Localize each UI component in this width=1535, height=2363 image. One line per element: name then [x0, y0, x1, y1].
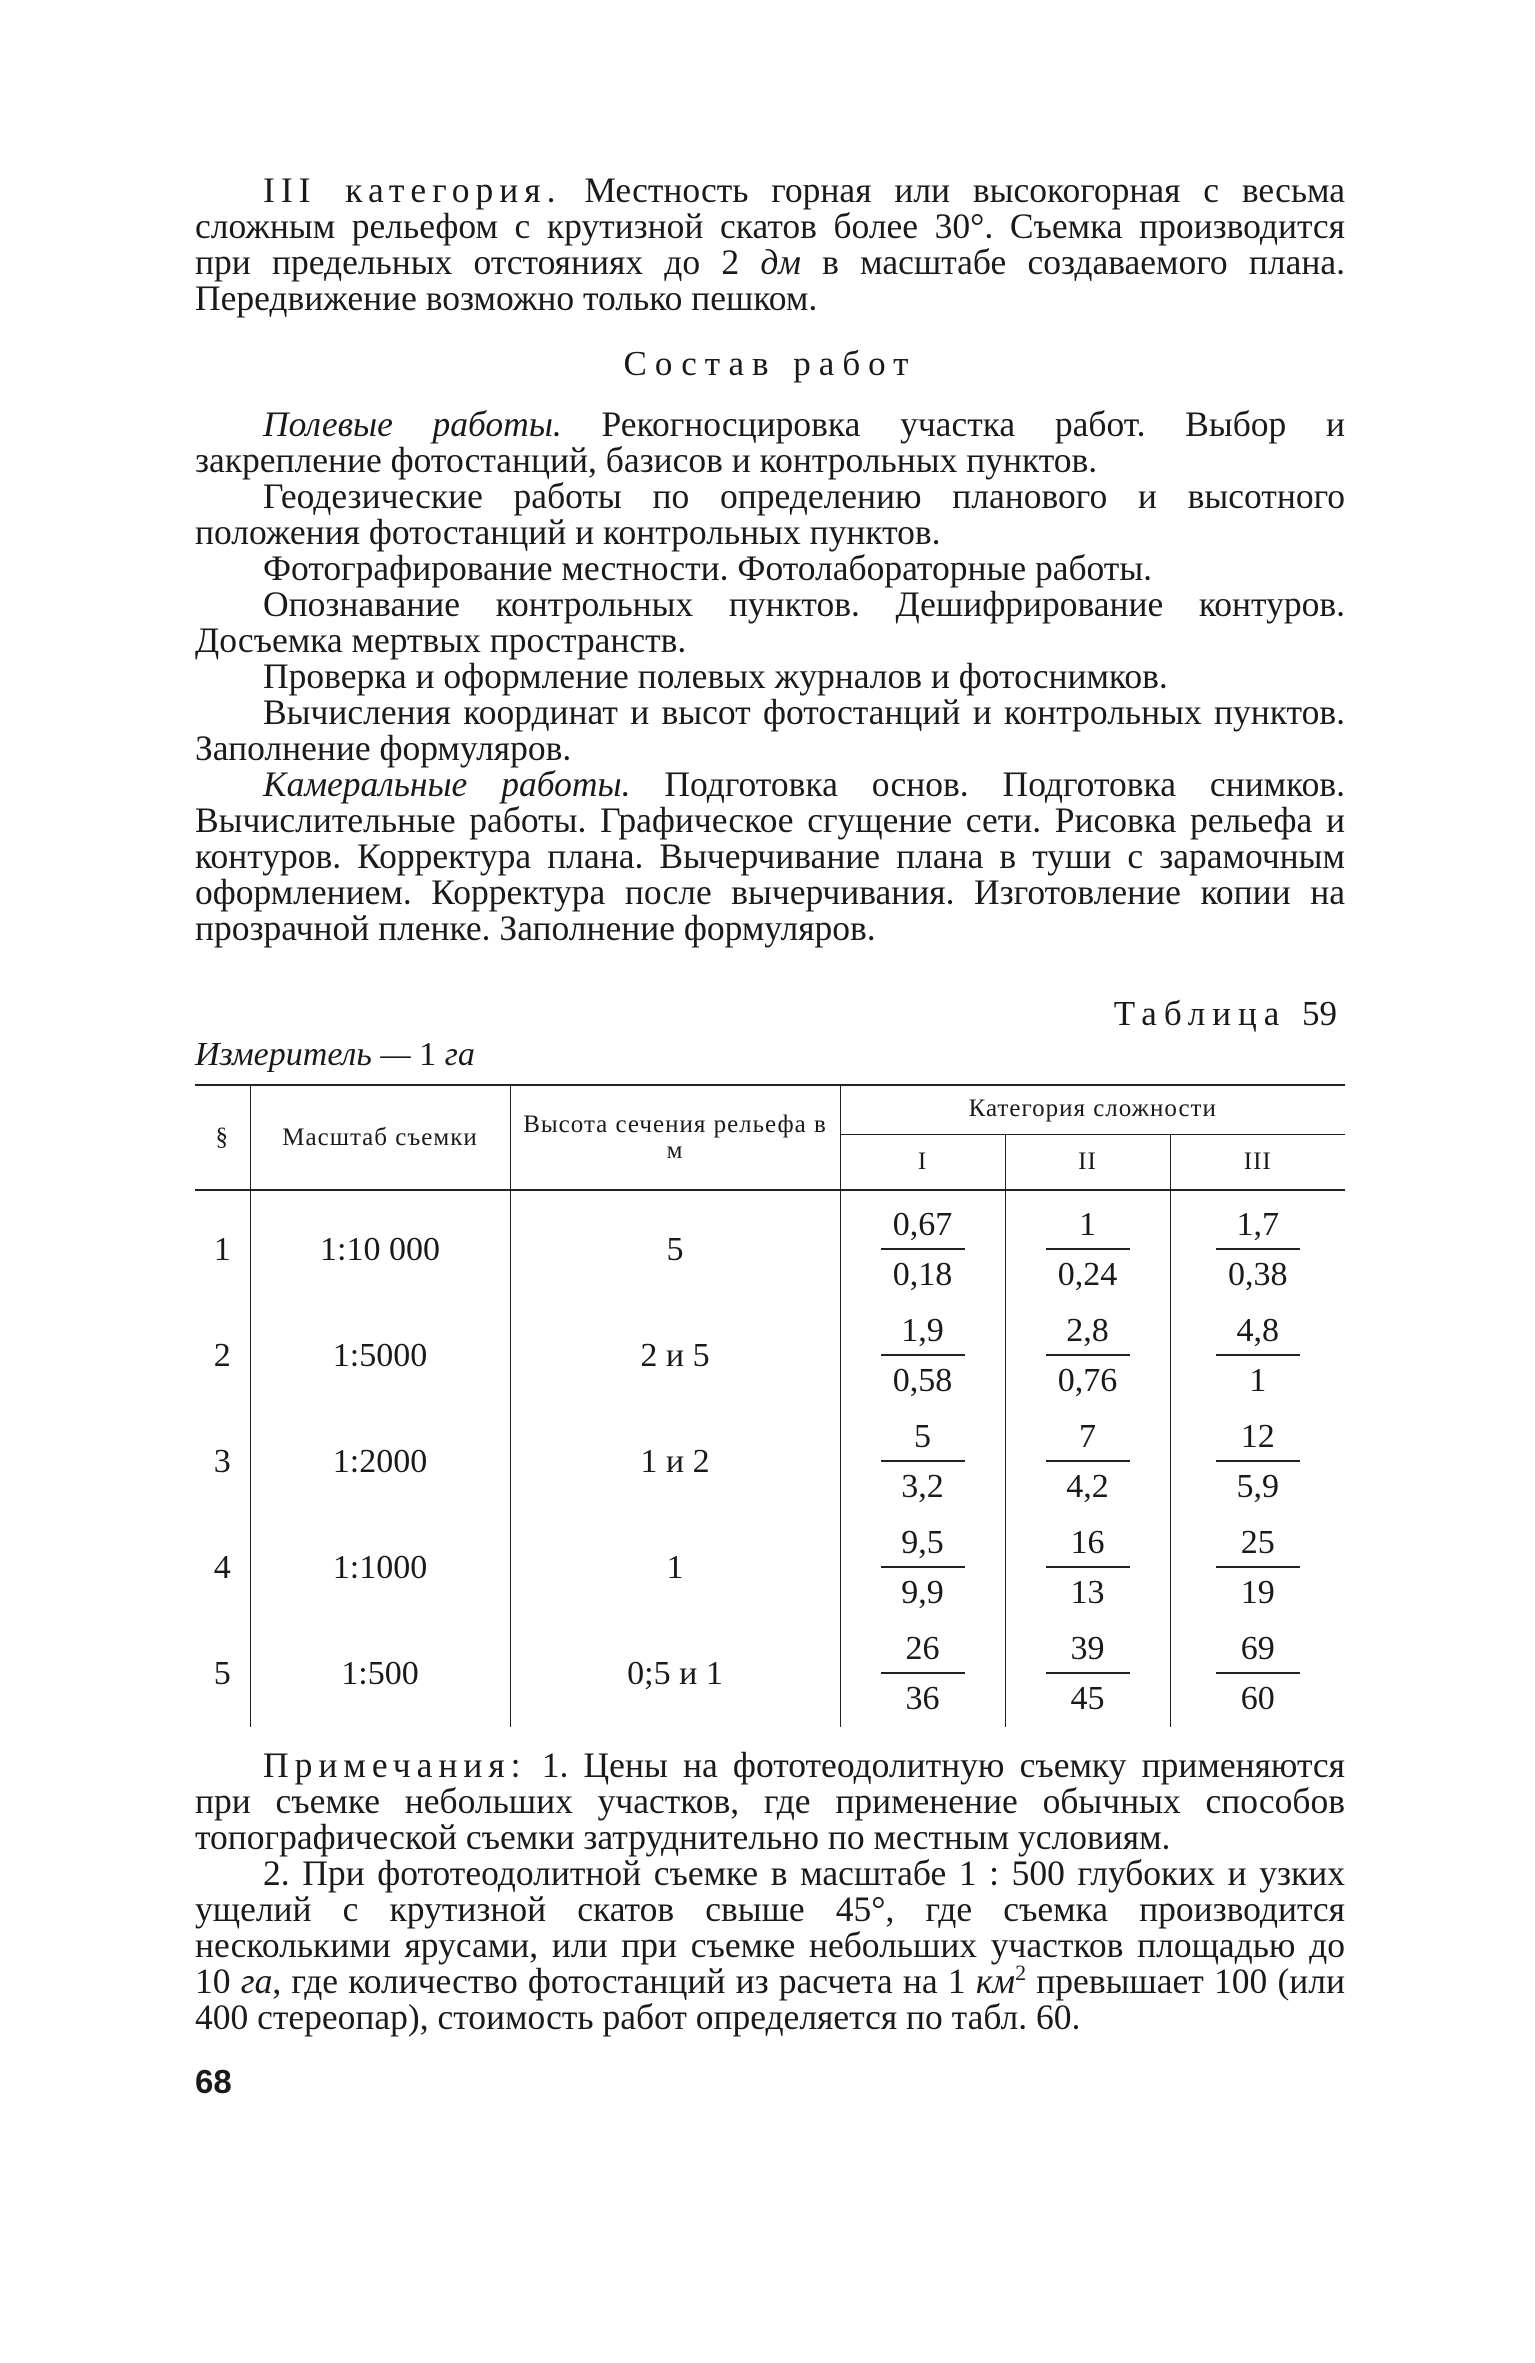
notes-label: Примечания: [263, 1745, 527, 1785]
price-denominator: 0,58 [892, 1362, 953, 1399]
price-fraction [1216, 1312, 1300, 1400]
price-cell [1170, 1515, 1345, 1621]
row-height: 5 [510, 1190, 840, 1303]
field-works-paragraph: Полевые работы. Рекогносцировка участка работ. Выбор и закрепление фотостанций, базисов и контрольных пунктов. [195, 404, 1345, 480]
table-row [195, 1190, 1345, 1303]
price-fraction [1216, 1630, 1300, 1718]
table-caption [195, 994, 1345, 1074]
price-numerator: 16 [1046, 1524, 1130, 1568]
price-denominator: 13 [1070, 1574, 1105, 1611]
price-fraction [881, 1524, 965, 1612]
row-number: 3 [213, 1443, 231, 1480]
price-fraction [1046, 1524, 1130, 1612]
header-paragraph: § [195, 1085, 250, 1190]
table-row [195, 1621, 1345, 1727]
price-numerator: 25 [1216, 1524, 1300, 1568]
price-cell [840, 1303, 1005, 1409]
row-scale: 1:1000 [250, 1515, 510, 1621]
category-paragraph: III категория. Местность горная или высокогорная с весьма сложным рельефом с крутизной скатов более 30°. Съемка производится при предельных отстояниях до 2 дм в масштабе создаваемого плана. Передвижение возможно только пешком. [195, 170, 1345, 318]
price-denominator: 9,9 [901, 1574, 944, 1611]
table-body [195, 1190, 1345, 1727]
price-fraction [1216, 1524, 1300, 1612]
price-fraction [1046, 1206, 1130, 1294]
price-denominator: 0,76 [1057, 1362, 1118, 1399]
price-fraction [1046, 1630, 1130, 1718]
price-cell [840, 1190, 1005, 1303]
price-fraction [1216, 1206, 1300, 1294]
price-cell [840, 1409, 1005, 1515]
category-label: III категория. [263, 170, 562, 210]
header-cat-3: III [1170, 1135, 1345, 1191]
row-scale: 1:5000 [250, 1303, 510, 1409]
header-height: Высота сечения рельефа в м [510, 1085, 840, 1190]
field-work-item: Вычисления координат и высот фотостанций и контрольных пунктов. Заполнение формуляров. [195, 692, 1345, 768]
header-cat-1: I [840, 1135, 1005, 1191]
table-title: Таблица 59 [1113, 994, 1337, 1033]
table-row [195, 1515, 1345, 1621]
row-height: 1 [510, 1515, 840, 1621]
price-cell [840, 1621, 1005, 1727]
price-denominator: 60 [1240, 1680, 1275, 1717]
price-cell [1005, 1409, 1170, 1515]
price-numerator: 2,8 [1046, 1312, 1130, 1356]
row-scale: 1:500 [250, 1621, 510, 1727]
row-scale: 1:2000 [250, 1409, 510, 1515]
price-denominator: 19 [1240, 1574, 1275, 1611]
header-scale: Масштаб съемки [250, 1085, 510, 1190]
price-denominator: 0,24 [1057, 1256, 1118, 1293]
measure-unit: Измеритель — 1 га [195, 1036, 475, 1073]
field-work-item: Фотографирование местности. Фотолабораторные работы. [263, 548, 1153, 588]
office-works-paragraph: Камеральные работы. Подготовка основ. Подготовка снимков. Вычислительные работы. Графическое сгущение сети. Рисовка рельефа и контуров. Корректура плана. Вычерчивание плана в туши с зарамочным оформлением. Корректура после вычерчивания. Изготовление копии на прозрачной пленке. Заполнение формуляров. [195, 764, 1345, 948]
table-row [195, 1303, 1345, 1409]
row-height: 1 и 2 [510, 1409, 840, 1515]
price-cell [1005, 1621, 1170, 1727]
price-cell [1170, 1303, 1345, 1409]
row-scale: 1:10 000 [250, 1190, 510, 1303]
price-denominator: 4,2 [1066, 1468, 1109, 1505]
price-fraction [1046, 1312, 1130, 1400]
price-cell [1170, 1190, 1345, 1303]
price-denominator: 3,2 [901, 1468, 944, 1505]
section-heading: Состав работ [623, 344, 917, 383]
price-denominator: 1 [1249, 1362, 1267, 1399]
row-number: 1 [213, 1231, 231, 1268]
row-number: 5 [213, 1655, 231, 1692]
note-1: Примечания: 1. Цены на фототеодолитную съемку применяются при съемке небольших участков, где применение обычных способов топографической съемки затруднительно по местным условиям. [195, 1745, 1345, 1857]
field-works-label: Полевые работы. [263, 404, 562, 444]
price-numerator: 7 [1046, 1418, 1130, 1462]
field-work-item: Опознавание контрольных пунктов. Дешифрирование контуров. Досъемка мертвых пространств. [195, 584, 1345, 660]
price-table [195, 1084, 1345, 1727]
field-work-item: Проверка и оформление полевых журналов и фотоснимков. [263, 656, 1168, 696]
page-number: 68 [195, 2063, 232, 2100]
price-cell [1005, 1303, 1170, 1409]
office-works-label: Камеральные работы. [263, 764, 631, 804]
price-cell [1170, 1409, 1345, 1515]
field-work-item: Геодезические работы по определению планового и высотного положения фотостанций и контрольных пунктов. [195, 476, 1345, 552]
price-numerator: 4,8 [1216, 1312, 1300, 1356]
price-denominator: 5,9 [1236, 1468, 1279, 1505]
document-page [195, 172, 1345, 2101]
price-cell [1170, 1621, 1345, 1727]
row-number: 2 [213, 1337, 231, 1374]
price-denominator: 0,18 [892, 1256, 953, 1293]
price-numerator: 1,9 [881, 1312, 965, 1356]
price-numerator: 26 [881, 1630, 965, 1674]
price-numerator: 9,5 [881, 1524, 965, 1568]
price-numerator: 1,7 [1216, 1206, 1300, 1250]
price-fraction [1216, 1418, 1300, 1506]
price-cell [1005, 1190, 1170, 1303]
price-numerator: 5 [881, 1418, 965, 1462]
price-numerator: 12 [1216, 1418, 1300, 1462]
table-row [195, 1409, 1345, 1515]
header-category: Категория сложности [840, 1085, 1345, 1135]
price-denominator: 0,38 [1228, 1256, 1288, 1293]
price-fraction [881, 1312, 965, 1400]
price-cell [840, 1515, 1005, 1621]
price-numerator: 69 [1216, 1630, 1300, 1674]
price-fraction [1046, 1418, 1130, 1506]
price-numerator: 39 [1046, 1630, 1130, 1674]
row-height: 2 и 5 [510, 1303, 840, 1409]
header-cat-2: II [1005, 1135, 1170, 1191]
price-fraction [881, 1206, 965, 1294]
row-height: 0;5 и 1 [510, 1621, 840, 1727]
note-2: 2. При фототеодолитной съемке в масштабе 1 : 500 глубоких и узких ущелий с крутизной скатов свыше 45°, где съемка производится несколькими ярусами, или при съемке небольших участков площадью до 10 га, где количество фотостанций из расчета на 1 $км^2$ превышает 100 (или 400 стереопар), стоимость работ определяется по табл. 60. [195, 1853, 1346, 2037]
price-denominator: 36 [905, 1680, 940, 1717]
price-numerator: 1 [1046, 1206, 1130, 1250]
price-fraction [881, 1418, 965, 1506]
row-number: 4 [213, 1549, 231, 1586]
price-cell [1005, 1515, 1170, 1621]
price-numerator: 0,67 [881, 1206, 965, 1250]
price-denominator: 45 [1070, 1680, 1105, 1717]
price-fraction [881, 1630, 965, 1718]
